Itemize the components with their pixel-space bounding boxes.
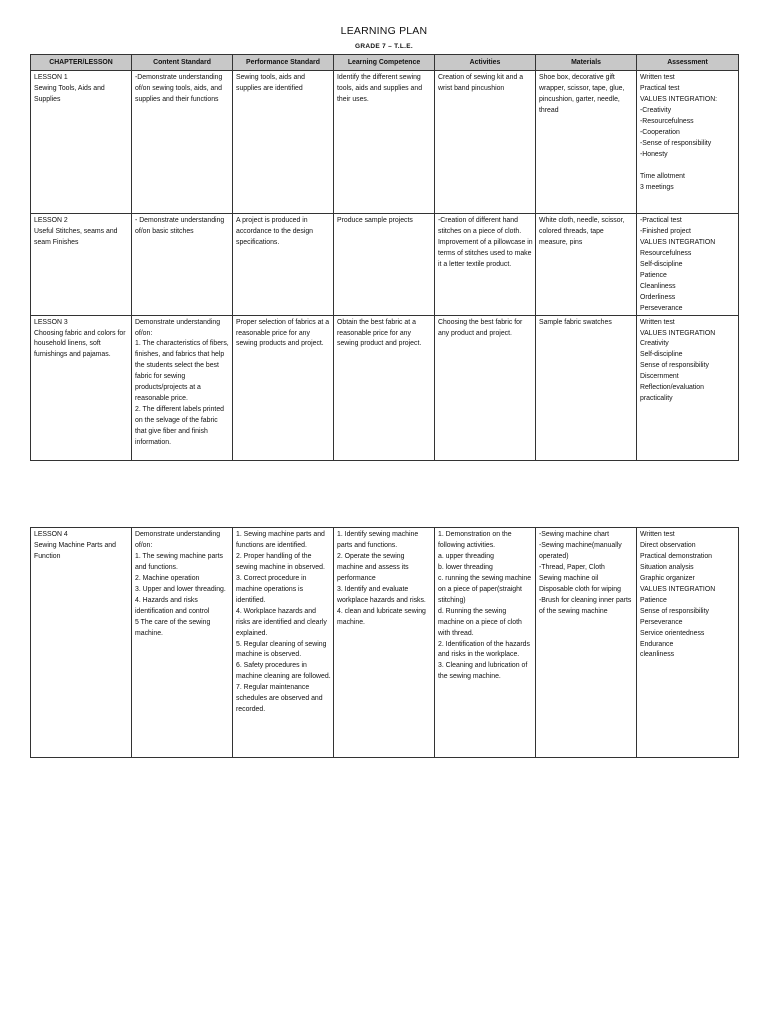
cell-line: 1. Demonstration on the following activities. (438, 531, 512, 549)
cell-line: A project is produced in accordance to the design specifications. (236, 217, 313, 246)
cell-content-standard (132, 528, 233, 758)
cell-line: Sewing Machine Parts and Function (34, 541, 116, 560)
cell-learning-competence (334, 71, 435, 214)
cell-line: Endurance (640, 640, 674, 648)
learning-plan-table (30, 54, 739, 461)
cell-assessment (637, 528, 739, 758)
cell-line: LESSON 4 (34, 531, 68, 538)
cell-learning-competence (334, 214, 435, 316)
cell-line: Graphic organizer (640, 574, 695, 582)
cell-line: -Creation of different hand stitches on a piece of cloth. (438, 217, 522, 235)
cell-line: 2. Machine operation (135, 574, 200, 582)
cell-line: -Demonstrate understanding of/on sewing tools, aids, and supplies and their functions (135, 74, 223, 103)
cell-performance-standard (233, 71, 334, 214)
cell-line: Demonstrate understanding of/on: (135, 318, 221, 337)
cell-line: 7. Regular maintenance schedules are observed and recorded. (236, 684, 323, 714)
header-assessment: Assessment (637, 55, 739, 71)
table-row (31, 528, 739, 758)
cell-line: 4. Workplace hazards and risks are identified and clearly explained. (236, 607, 327, 637)
cell-activities (435, 214, 536, 316)
cell-line: Creation of sewing kit and a wrist band pincushion (438, 74, 524, 92)
cell-line: 1. The characteristics of fibers, finishes, and fabrics that help the students select the best fabric for sewing products/projects at a reasonable price. (135, 340, 229, 403)
cell-line: a. upper threading (438, 552, 494, 560)
cell-line: Reflection/evaluation (640, 384, 704, 392)
cell-line: White cloth, needle, scissor, colored threads, tape measure, pins (539, 217, 625, 246)
cell-line: 5. Regular cleaning of sewing machine is observed. (236, 640, 327, 659)
table-row (31, 214, 739, 316)
cell-line: Orderliness (640, 293, 676, 301)
cell-line: 4. clean and lubricate sewing machine. (337, 607, 426, 626)
cell-line: 6. Safety procedures in machine cleaning are followed. (236, 662, 331, 681)
cell-performance-standard (233, 315, 334, 460)
cell-line: Self-discipline (640, 351, 683, 359)
table-header-row (31, 55, 739, 71)
cell-line: Creativity (640, 340, 669, 348)
cell-line: VALUES INTEGRATION (640, 585, 716, 593)
cell-line: 2. The different labels printed on the selvage of the fabric that give fiber and finish information. (135, 406, 224, 447)
cell-content-standard (132, 315, 233, 460)
cell-line: -Creativity (640, 106, 672, 114)
table-row (31, 71, 739, 214)
cell-line: Disposable cloth for wiping (539, 585, 621, 593)
cell-assessment (637, 214, 739, 316)
cell-line: Sewing machine oil (539, 574, 599, 582)
cell-line: Perseverance (640, 304, 683, 312)
table-row (31, 315, 739, 460)
cell-line: 1. Identify sewing machine parts and functions. (337, 531, 419, 549)
cell-line: VALUES INTEGRATION (640, 329, 716, 337)
cell-line: 3. Upper and lower threading. (135, 585, 226, 593)
cell-lesson (31, 315, 132, 460)
cell-line: Written test (640, 318, 675, 326)
cell-line: LESSON 2 (34, 217, 68, 224)
cell-learning-competence (334, 528, 435, 758)
cell-activities (435, 528, 536, 758)
cell-content-standard (132, 214, 233, 316)
cell-lesson (31, 528, 132, 758)
cell-line: 5 The care of the sewing machine. (135, 618, 211, 637)
cell-materials (536, 315, 637, 460)
header-learning-competence: Learning Competence (334, 55, 435, 71)
cell-line: -Practical test (640, 217, 682, 224)
cell-line: Proper selection of fabrics at a reasonable price for any sewing products and project. (236, 318, 330, 348)
cell-line: Sewing tools, aids and supplies are identified (236, 74, 305, 92)
cell-line: Improvement of a pillowcase in terms of stitches used to make it a letter textile product. (438, 238, 533, 268)
cell-line: Written test (640, 531, 675, 538)
cell-line: Situation analysis (640, 563, 694, 571)
cell-performance-standard (233, 528, 334, 758)
cell-materials (536, 71, 637, 214)
cell-line: Obtain the best fabric at a reasonable price for any sewing product and project. (337, 318, 422, 348)
cell-line: 3 meetings (640, 183, 674, 191)
cell-line: Patience (640, 596, 667, 604)
cell-line: 2. Identification of the hazards and risks in the workplace. (438, 640, 530, 659)
cell-content-standard (132, 71, 233, 214)
cell-line: c. running the sewing machine on a piece of paper(straight stitching) (438, 574, 532, 604)
cell-learning-competence (334, 315, 435, 460)
cell-line: d. Running the sewing machine on a piece of cloth with thread. (438, 607, 522, 637)
cell-line: Produce sample projects (337, 217, 413, 224)
cell-line: -Thread, Paper, Cloth (539, 563, 605, 571)
cell-line: 3. Cleaning and lubrication of the sewing machine. (438, 662, 528, 681)
cell-line: Sense of responsibility (640, 362, 709, 370)
cell-line: Useful Stitches, seams and seam Finishes (34, 227, 118, 246)
document-title: LEARNING PLAN (340, 25, 428, 37)
cell-line: VALUES INTEGRATION (640, 238, 716, 246)
cell-line: 1. Sewing machine parts and functions are identified. (236, 531, 325, 549)
cell-assessment (637, 71, 739, 214)
cell-line: Direct observation (640, 541, 696, 549)
cell-line: Service orientedness (640, 629, 705, 637)
cell-line: Self-discipline (640, 260, 683, 268)
cell-line: Sense of responsibility (640, 607, 709, 615)
learning-plan-table-continued (30, 527, 739, 758)
header-chapter-lesson: CHAPTER/LESSON (31, 55, 132, 71)
cell-line: Sewing Tools, Aids and Supplies (34, 84, 105, 103)
cell-line: Shoe box, decorative gift wrapper, scissor, tape, glue, pincushion, garter, needle, thread (539, 74, 625, 114)
cell-line: cleanliness (640, 651, 675, 659)
cell-line: -Sewing machine(manually operated) (539, 541, 622, 560)
cell-performance-standard (233, 214, 334, 316)
cell-line: Written test (640, 74, 675, 81)
cell-line: 3. Identify and evaluate workplace hazards and risks. (337, 585, 426, 604)
cell-line: -Finished project (640, 227, 691, 235)
cell-line: Discernment (640, 373, 679, 381)
cell-line: Choosing the best fabric for any product and project. (438, 318, 523, 337)
cell-line: Perseverance (640, 618, 683, 626)
cell-line: Demonstrate understanding of/on: (135, 531, 221, 549)
cell-line: Choosing fabric and colors for household linens, soft furnishings and pajamas. (34, 329, 126, 359)
header-materials: Materials (536, 55, 637, 71)
cell-line: -Resourcefulness (640, 117, 694, 125)
cell-line: Cleanliness (640, 282, 676, 290)
cell-line: Practical test (640, 84, 680, 92)
cell-line: 2. Operate the sewing machine and assess its performance (337, 552, 409, 582)
cell-line: 1. The sewing machine parts and functions. (135, 552, 223, 571)
cell-lesson (31, 214, 132, 316)
cell-line: Resourcefulness (640, 249, 692, 257)
cell-line: Practical demonstration (640, 552, 713, 560)
cell-line: -Brush for cleaning inner parts of the sewing machine (539, 596, 632, 615)
cell-line: Sample fabric swatches (539, 318, 612, 326)
document-subtitle: GRADE 7 – T.L.E. (355, 43, 413, 50)
cell-lesson (31, 71, 132, 214)
cell-line: Identify the different sewing tools, aids and supplies and their uses. (337, 74, 423, 103)
cell-line: LESSON 3 (34, 318, 68, 326)
cell-line: LESSON 1 (34, 74, 68, 81)
cell-assessment (637, 315, 739, 460)
header-content-standard: Content Standard (132, 55, 233, 71)
cell-line: -Sewing machine chart (539, 531, 610, 538)
cell-line: 2. Proper handling of the sewing machine in observed. (236, 552, 325, 571)
cell-line: VALUES INTEGRATION: (640, 95, 718, 103)
cell-line: -Cooperation (640, 128, 680, 136)
cell-line: -Honesty (640, 150, 668, 158)
cell-line: 4. Hazards and risks identification and control (135, 596, 210, 615)
cell-materials (536, 528, 637, 758)
cell-line: 3. Correct procedure in machine operations is identified. (236, 574, 307, 604)
cell-materials (536, 214, 637, 316)
cell-line (640, 161, 736, 172)
header-activities: Activities (435, 55, 536, 71)
cell-line: b. lower threading (438, 563, 493, 571)
header-performance-standard: Performance Standard (233, 55, 334, 71)
cell-activities (435, 71, 536, 214)
cell-activities (435, 315, 536, 460)
cell-line: Time allotment (640, 172, 685, 180)
cell-line: practicality (640, 395, 673, 403)
cell-line: -Sense of responsibility (640, 139, 712, 147)
cell-line: Patience (640, 271, 667, 279)
cell-line: - Demonstrate understanding of/on basic stitches (135, 217, 225, 235)
